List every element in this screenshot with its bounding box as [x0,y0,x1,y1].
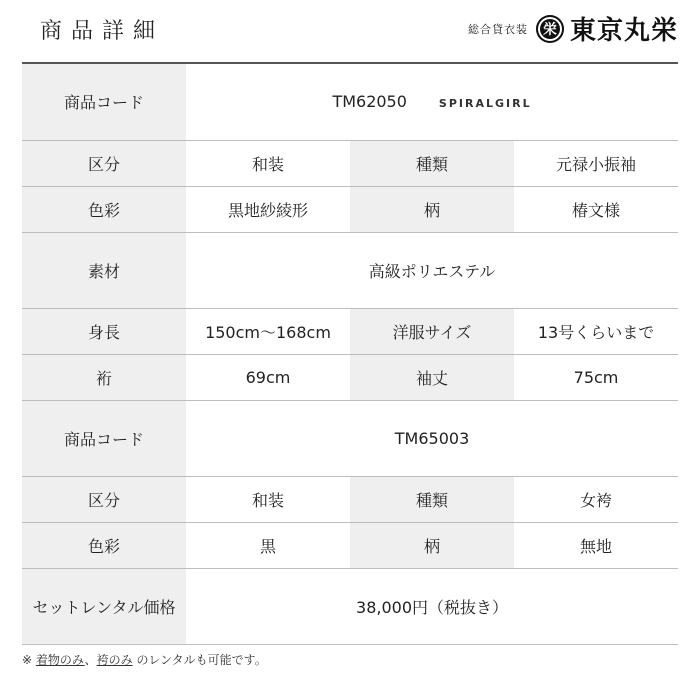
table-row [22,186,678,232]
type-value: 元禄小振袖 [514,140,678,186]
material-value: 高級ポリエステル [186,232,678,308]
page-title: 商品詳細 [40,19,165,44]
category-value: 和装 [186,476,350,522]
table-row [22,308,678,354]
product-code-label: 商品コード [22,64,186,140]
height-value: 150cm～168cm [186,308,350,354]
note-separator: 、 [84,653,97,667]
table-row [22,140,678,186]
color-label: 色彩 [22,186,186,232]
size-label: 洋服サイズ [350,308,514,354]
category-label: 区分 [22,140,186,186]
table-row [22,568,678,644]
type-value: 女袴 [514,476,678,522]
table-row [22,476,678,522]
product-brand: SPIRALGIRL [438,97,532,111]
category-value: 和装 [186,140,350,186]
color-value: 黒 [186,522,350,568]
yuki-value: 69cm [186,354,350,400]
product-code: TM65003 [186,400,678,476]
product-code-cell [186,64,678,140]
product-code-label: 商品コード [22,400,186,476]
size-value: 13号くらいまで [514,308,678,354]
brand-logo [468,10,678,47]
pattern-label: 柄 [350,186,514,232]
product-code: TM62050 [332,92,407,112]
price-label: セットレンタル価格 [22,568,186,644]
brand-subtitle: 総合貸衣装 [467,22,528,36]
color-label: 色彩 [22,522,186,568]
rental-note [22,651,267,668]
note-suffix: のレンタルも可能です。 [132,653,267,667]
table-row [22,354,678,400]
material-label: 素材 [22,232,186,308]
pattern-label: 柄 [350,522,514,568]
pattern-value: 無地 [514,522,678,568]
yuki-label: 裄 [22,354,186,400]
table-row [22,64,678,140]
table-row [22,232,678,308]
brand-name: 東京丸栄 [569,16,678,46]
product-spec-table [22,64,678,645]
height-label: 身長 [22,308,186,354]
note-item-kimono: 着物のみ [35,653,85,667]
table-row [22,400,678,476]
color-value: 黒地紗綾形 [186,186,350,232]
category-label: 区分 [22,476,186,522]
price-value: 38,000円（税抜き） [186,568,678,644]
sleeve-label: 袖丈 [350,354,514,400]
note-prefix: ※ [22,653,36,667]
table-row [22,522,678,568]
brand-crest-icon: 栄 [536,15,564,43]
note-item-hakama: 袴のみ [96,653,133,667]
pattern-value: 椿文様 [514,186,678,232]
sleeve-value: 75cm [514,354,678,400]
type-label: 種類 [350,476,514,522]
type-label: 種類 [350,140,514,186]
